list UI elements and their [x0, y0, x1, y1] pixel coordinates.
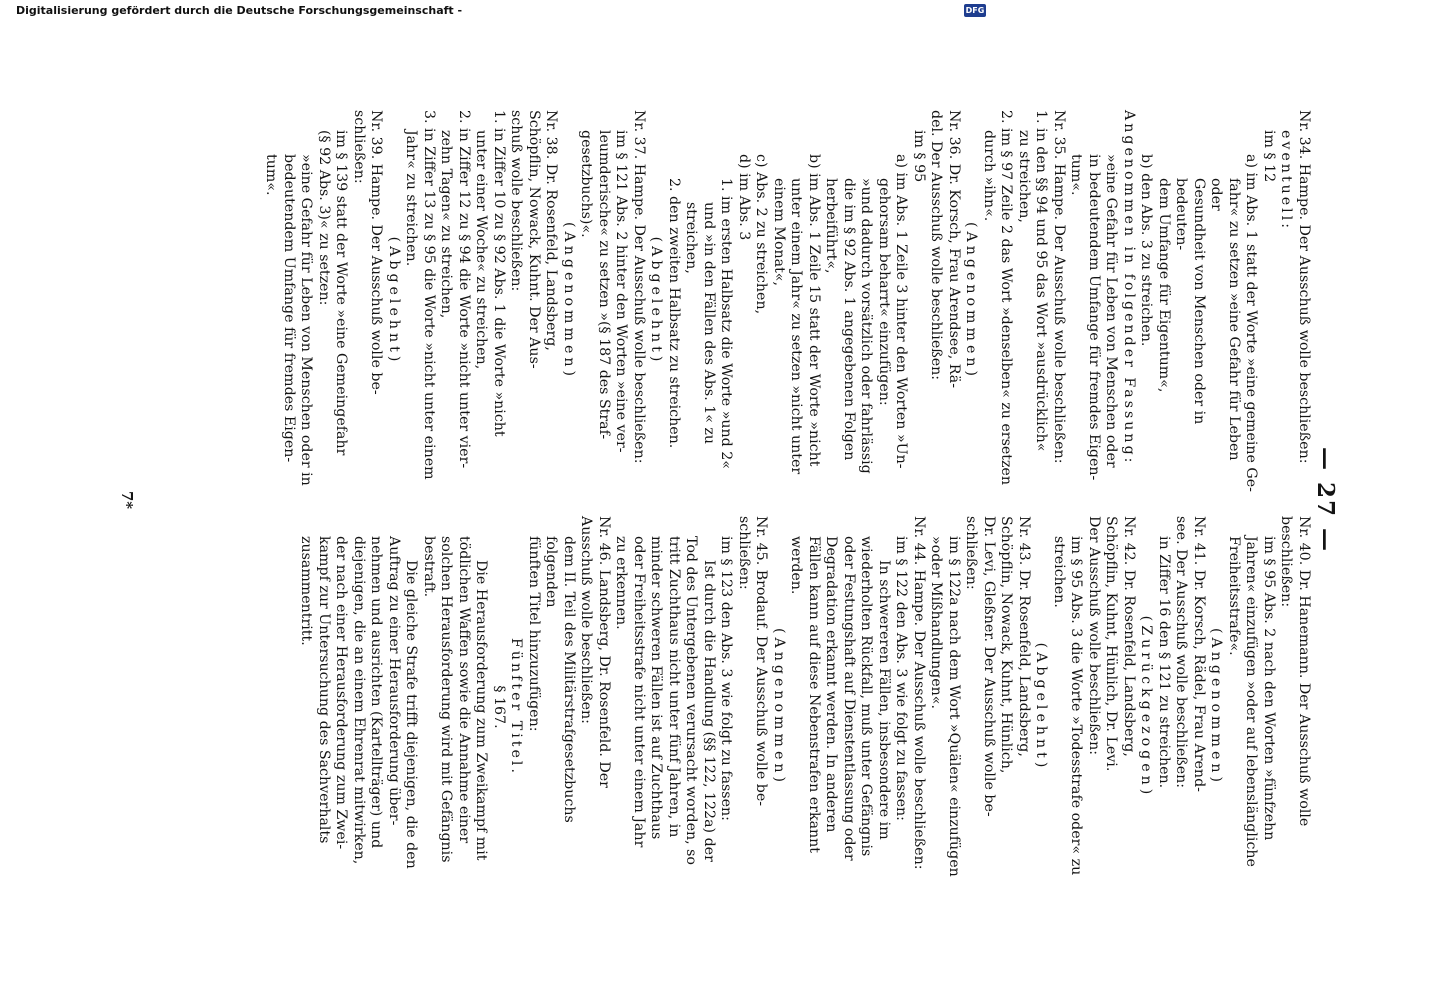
text-line: im § 95 Abs. 3 die Worte »Todesstrafe oder« zu	[1068, 536, 1085, 876]
text-line: Nr. 36. Dr. Korsch, Frau Arendsee, Rä-	[946, 110, 962, 388]
text-line: 1. im ersten Halbsatz die Worte »und 2«	[718, 178, 735, 469]
text-line: im § 123 den Abs. 3 wie folgt zu fassen:	[718, 536, 735, 821]
text-line: im § 122a nach dem Wort »Quälen« einzufügen	[946, 536, 962, 877]
text-line: nehmen und ausrichten (Kartellträger) und	[368, 536, 385, 849]
text-line: leumderische« zu setzen »(§ 187 des Straf-	[596, 130, 612, 440]
text-line: der nach einer Herausforderung zum Zwei-	[333, 536, 350, 850]
text-line: Auftrag zu einer Herausforderung über-	[386, 536, 402, 826]
text-line: Nr. 35. Hampe. Der Ausschuß wolle beschließen:	[1051, 110, 1067, 464]
text-line: minder schweren Fällen ist auf Zuchthaus	[648, 536, 665, 840]
text-line: tum«.	[1068, 154, 1085, 196]
text-line: unter einer Woche« zu streichen,	[473, 130, 490, 370]
text-line: Nr. 39. Hampe. Der Ausschuß wolle be-	[368, 110, 385, 395]
right-column	[297, 516, 1312, 898]
text-line: durch »ihn«.	[981, 130, 997, 222]
text-line: (§ 92 Abs. 3)« zu setzen:	[316, 130, 332, 306]
text-line: gesetzbuchs)«.	[578, 130, 595, 238]
text-line: tödlichen Waffen sowie die Annahme einer	[456, 536, 472, 844]
text-line: Schöpflin, Kuhnt, Hünlich, Dr. Levi.	[1103, 516, 1120, 772]
text-line: (Abgelehnt)	[648, 236, 665, 366]
text-line: Nr. 45. Brodauf. Der Ausschuß wolle be-	[753, 516, 770, 807]
text-line: streichen.	[1051, 536, 1067, 608]
text-line: fahr« zu setzen »eine Gefahr für Leben oder	[1208, 178, 1242, 461]
text-line: 2. in Ziffer 12 zu § 94 die Worte »nicht unter vier-	[456, 110, 472, 469]
text-line: Dr. Levi, Gleßner. Der Ausschuß wolle be-	[981, 516, 997, 817]
text-line: »eine Gefahr für Leben von Menschen oder	[1103, 154, 1120, 468]
text-line: im § 95	[911, 130, 927, 183]
text-line: schließen:	[736, 516, 752, 590]
text-line: oder Festungshaft auf Dienstentlassung oder	[841, 536, 857, 861]
text-line: dem II. Teil des Militärstrafgesetzbuchs folgenden	[543, 536, 577, 823]
text-line: Nr. 38. Dr. Rosenfeld, Landsberg,	[543, 110, 560, 351]
text-line: Der Ausschuß wolle beschließen:	[1086, 516, 1102, 755]
text-line: streichen,	[683, 202, 700, 274]
text-line: Jahr« zu streichen.	[403, 130, 420, 267]
text-line: im § 121 Abs. 2 hinter den Worten »eine ver-	[613, 130, 630, 453]
digitization-credit	[0, 0, 1000, 24]
text-line: in Ziffer 16 den § 121 zu streichen.	[1156, 536, 1172, 789]
text-line: Die Herausforderung zum Zweikampf mit	[473, 560, 490, 861]
text-line: Ist durch die Handlung (§§ 122, 122a) der	[701, 560, 717, 862]
left-column	[262, 110, 1312, 492]
text-line: unter einem Jahr« zu setzen »nicht unter	[788, 178, 805, 475]
text-line: Angenommen in folgender Fassung:	[1121, 110, 1137, 466]
text-line: im § 12	[1261, 130, 1277, 183]
text-line: (Abgelehnt)	[386, 236, 402, 366]
text-line: a) im Abs. 1 Zeile 3 hinter den Worten »Un-	[893, 154, 910, 469]
text-line: (Angenommen)	[771, 627, 787, 787]
text-line: »oder Mißhandlungen«.	[928, 536, 945, 709]
text-line: c) Abs. 2 zu streichen,	[753, 154, 770, 315]
text-line: (Zurückgezogen)	[1138, 615, 1155, 799]
text-line: schuß wolle beschließen:	[508, 110, 525, 292]
text-line: Nr. 37. Hampe. Der Ausschuß wolle beschließen:	[631, 110, 647, 464]
text-line: Ausschuß wolle beschließen:	[578, 516, 595, 724]
text-line: b) im Abs. 1 Zeile 15 statt der Worte »nicht	[806, 154, 822, 467]
text-line: del. Der Ausschuß wolle beschließen:	[928, 110, 945, 381]
text-line: eventuell:	[1278, 130, 1295, 232]
page-number: — 27 —	[1312, 446, 1339, 554]
text-line: d) im Abs. 3	[736, 154, 752, 241]
text-line: werden.	[788, 536, 805, 595]
text-line: 2. im § 97 Zeile 2 das Wort »denselben« zu ersetzen	[998, 110, 1015, 485]
text-line: In schwereren Fällen, insbesondere im	[876, 560, 892, 840]
text-line: Fünfter Titel.	[508, 638, 525, 776]
text-line: 1. in den §§ 94 und 95 das Wort »ausdrücklich«	[1033, 110, 1050, 452]
text-line: Schöpflin, Nowack, Kuhnt, Hünlich,	[998, 516, 1015, 774]
text-line: wiederholten Rückfall, muß unter Gefängnis	[858, 536, 875, 857]
text-line: Die gleiche Strafe trifft diejenigen, die den	[403, 560, 420, 869]
text-line: und »in den Fällen des Abs. 1« zu	[701, 202, 717, 445]
text-line: zehn Tagen« zu streichen,	[438, 130, 455, 319]
text-line: zu streichen,	[1016, 130, 1032, 223]
text-line: im § 139 statt der Worte »eine Gemeingefahr	[333, 130, 350, 456]
text-line: »und dadurch vorsätzlich oder fahrlässig	[858, 178, 875, 474]
text-line: kampf zur Untersuchung des Sachverhalts	[316, 536, 332, 844]
text-line: solchen Herausforderung wird mit Gefängnis	[438, 536, 455, 863]
text-line: Freiheitsstrafe«.	[1226, 536, 1242, 656]
dfg-logo: DFG	[965, 6, 985, 15]
text-line: tritt Zuchthaus nicht unter fünf Jahren, in	[666, 536, 682, 838]
text-line: herbeiführt«,	[823, 178, 840, 274]
text-line: (Angenommen)	[1208, 627, 1225, 787]
text-line: § 167.	[491, 685, 507, 729]
text-line: 3. in Ziffer 13 zu § 95 die Worte »nicht unter einem	[421, 110, 437, 480]
text-line: einem Monat«,	[771, 178, 787, 286]
text-line: dem Umfange für Eigentum«,	[1156, 178, 1172, 393]
text-line: 2. den zweiten Halbsatz zu streichen.	[666, 178, 682, 449]
text-line: die im § 92 Abs. 1 angegebenen Folgen	[841, 178, 857, 461]
text-line: Gesundheit von Menschen oder in bedeuten-	[1173, 178, 1207, 425]
text-line: (Abgelehnt)	[1033, 642, 1050, 772]
text-line: b) den Abs. 3 zu streichen.	[1138, 154, 1155, 347]
signature-mark: 7*	[118, 490, 136, 510]
text-line: bestraft.	[421, 536, 437, 598]
text-line: in bedeutendem Umfange für fremdes Eigen-	[1086, 154, 1102, 481]
text-line: Nr. 40. Dr. Hanemann. Der Ausschuß wolle	[1296, 516, 1312, 827]
text-line: Degradation erkannt werden. In anderen	[823, 536, 840, 833]
text-line: Nr. 46. Landsberg, Dr. Rosenfeld. Der	[596, 516, 612, 788]
text-line: schließen:	[963, 516, 980, 590]
text-line: zu erkennen.	[613, 536, 630, 630]
text-line: tum«.	[263, 154, 280, 196]
text-line: Nr. 44. Hampe. Der Ausschuß wolle beschließen:	[911, 516, 927, 870]
text-line: Jahren« einzufügen »oder auf lebenslängliche	[1243, 536, 1260, 867]
text-line: bedeutendem Umfange für fremdes Eigen-	[281, 154, 297, 463]
text-line: Nr. 43. Dr. Rosenfeld, Landsberg,	[1016, 516, 1032, 757]
text-line: beschließen:	[1278, 516, 1295, 608]
text-line: zusammentritt.	[298, 536, 315, 646]
text-line: im § 95 Abs. 2 nach den Worten »fünfzehn	[1261, 536, 1277, 841]
text-line: oder Freiheitsstrafe nicht unter einem Jahr	[631, 536, 647, 848]
text-line: (Angenommen)	[561, 221, 577, 381]
text-line: Fällen kann auf diese Nebenstrafen erkannt	[806, 536, 822, 854]
text-line: im § 122 den Abs. 3 wie folgt zu fassen:	[893, 536, 910, 821]
text-line: a) im Abs. 1 statt der Worte »eine gemeine Ge-	[1243, 154, 1260, 492]
text-line: 1. in Ziffer 10 zu § 92 Abs. 1 die Worte »nicht	[491, 110, 507, 437]
text-line: schließen:	[351, 110, 367, 184]
text-line: gehorsam beharrt« einzufügen:	[876, 178, 892, 406]
text-line: fünften Titel hinzuzufügen:	[526, 536, 542, 732]
text-line: »eine Gefahr für Leben von Menschen oder in	[298, 154, 315, 486]
text-line: Nr. 41. Dr. Korsch, Rädel, Frau Arend-	[1191, 516, 1207, 792]
text-line: (Angenommen)	[963, 221, 980, 381]
credit-text: Digitalisierung gefördert durch die Deutsche Forschungsgemeinschaft -	[16, 4, 463, 17]
text-line: see. Der Ausschuß wolle beschließen:	[1173, 516, 1190, 789]
text-line: diejenigen, die an einem Ehrenrat mitwirken,	[351, 536, 367, 865]
text-line: Nr. 34. Hampe. Der Ausschuß wolle beschließen:	[1296, 110, 1312, 464]
text-line: Tod des Untergebenen verursacht worden, so	[683, 536, 700, 865]
text-line: Nr. 42. Dr. Rosenfeld, Landsberg,	[1121, 516, 1137, 757]
text-line: Schöpflin, Nowack, Kuhnt. Der Aus-	[526, 110, 542, 369]
